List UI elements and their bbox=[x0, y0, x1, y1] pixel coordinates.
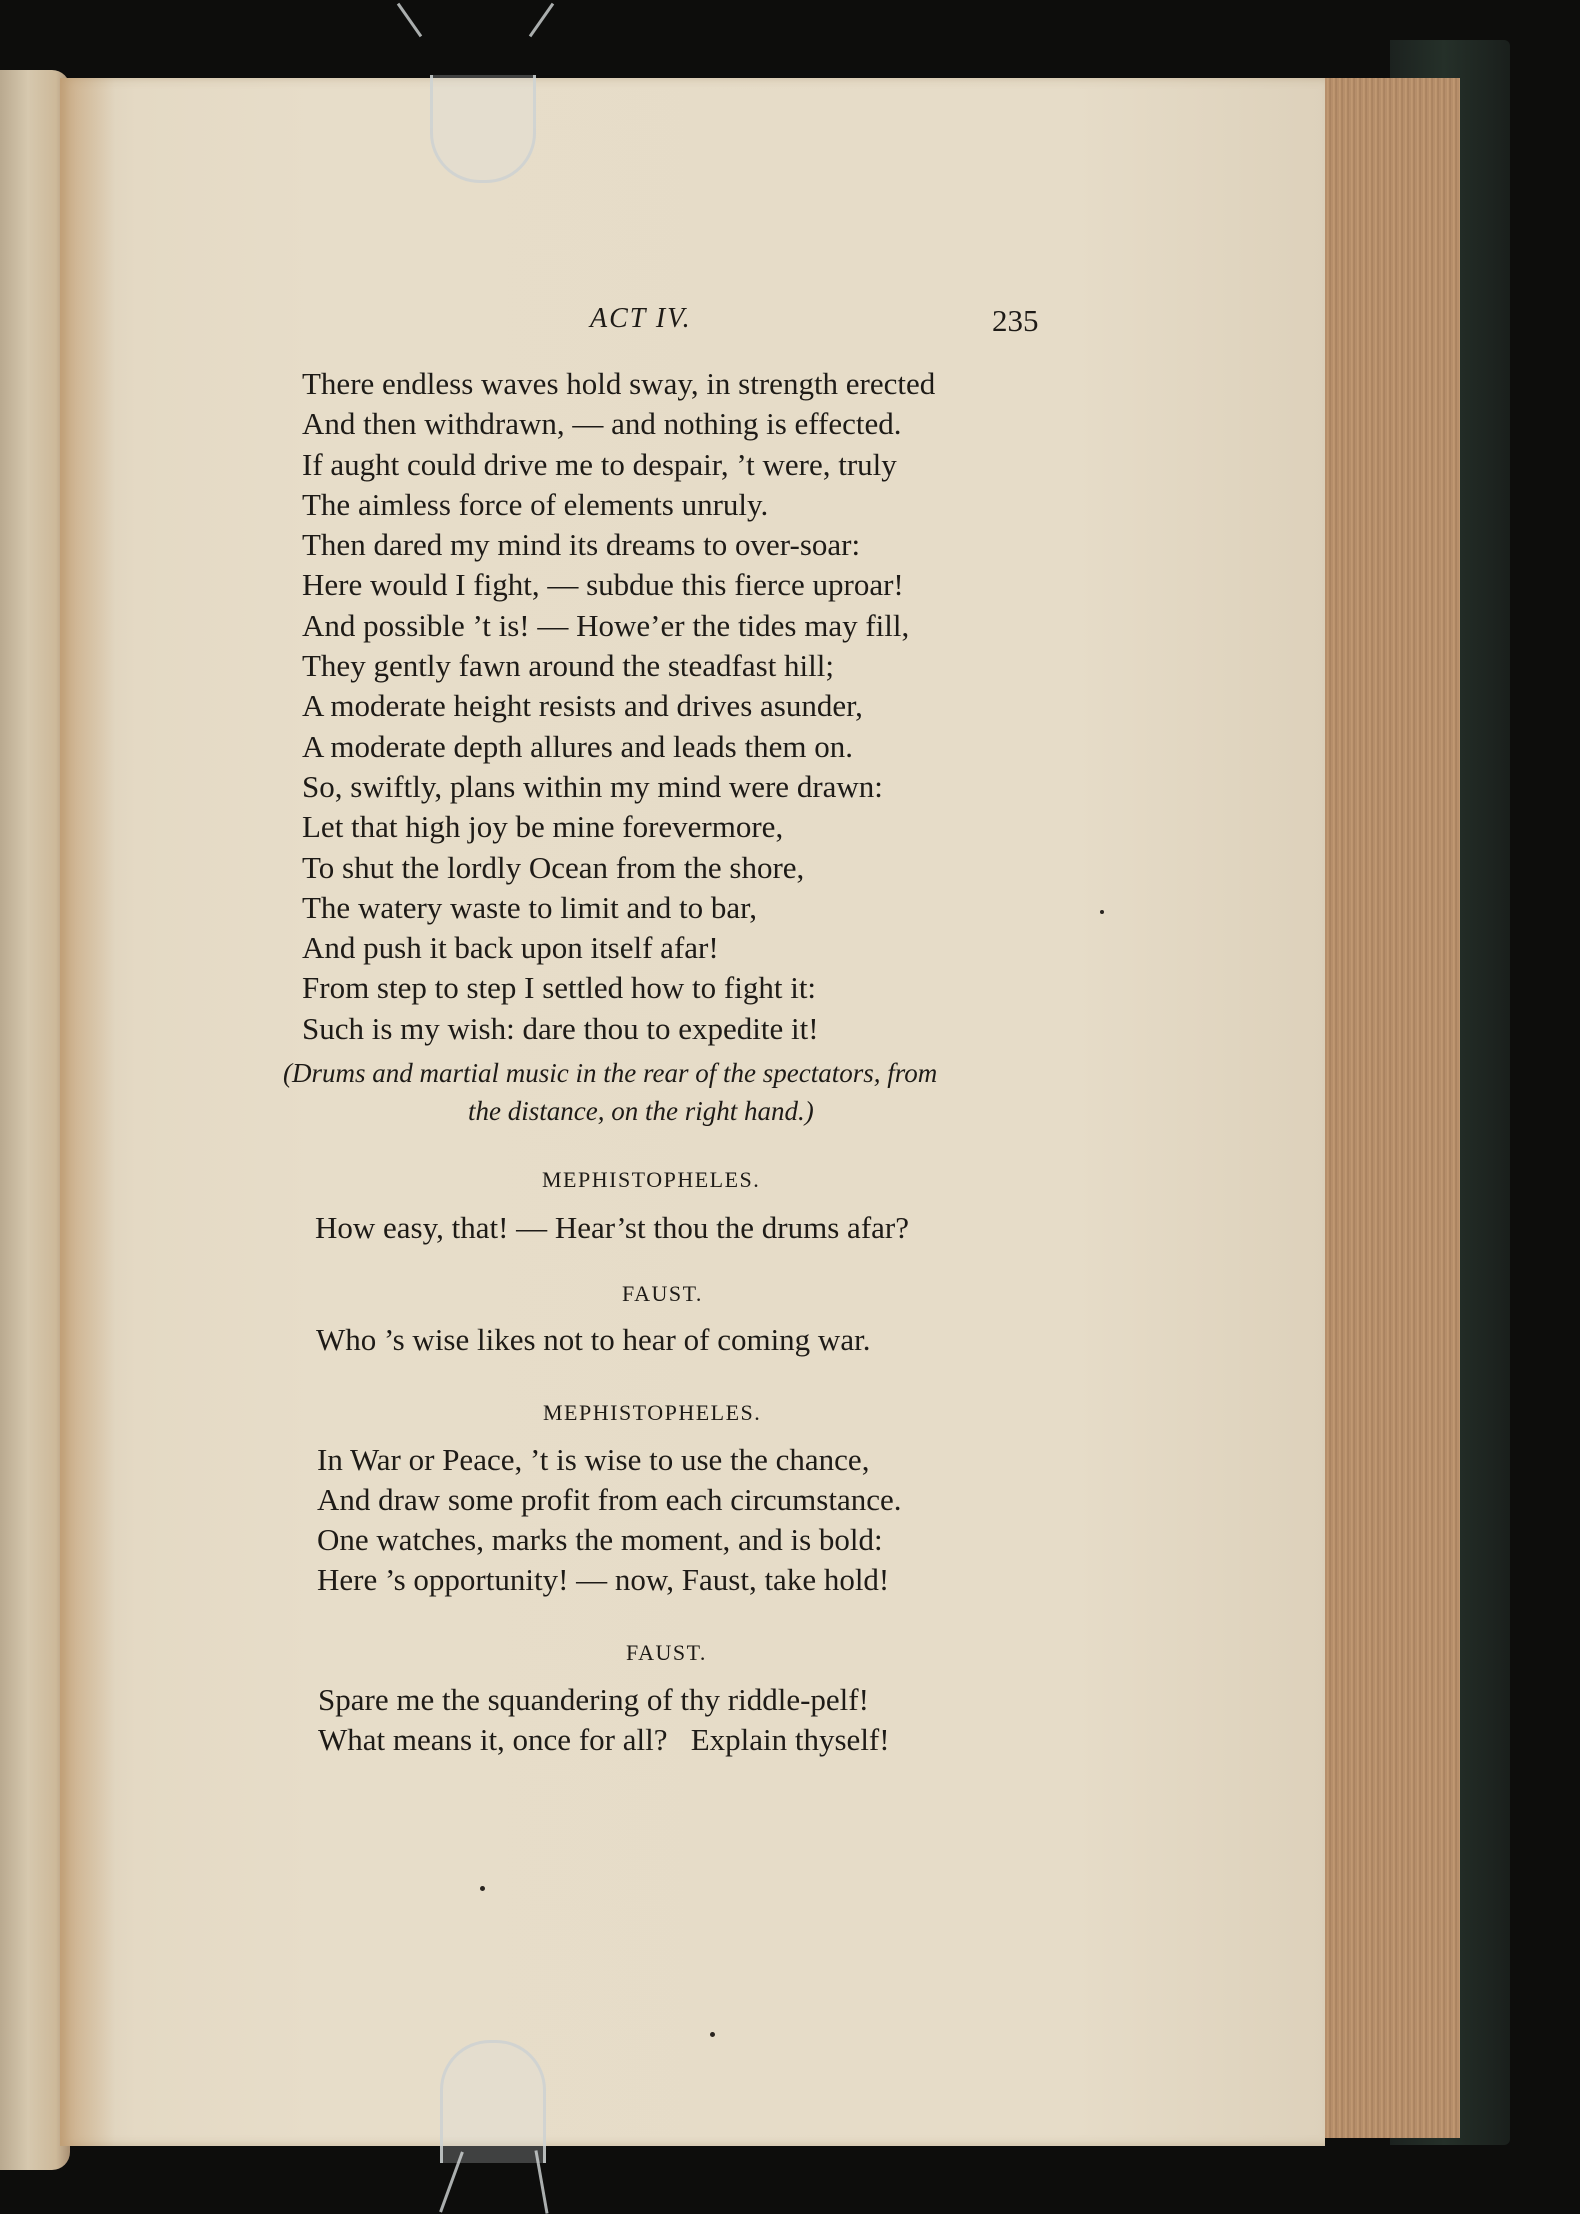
verse-line: There endless waves hold sway, in strength erected bbox=[302, 366, 936, 401]
speech bbox=[317, 1440, 901, 1600]
verse-line: They gently fawn around the steadfast hill; bbox=[302, 648, 835, 684]
paper-speck bbox=[480, 1886, 485, 1891]
clip-wire bbox=[397, 3, 422, 37]
paper-speck bbox=[710, 2032, 715, 2037]
page-clip bbox=[440, 2040, 546, 2163]
verse-line: Such is my wish: dare thou to expedite it! bbox=[302, 1010, 819, 1046]
speech-line: And draw some profit from each circumstance. bbox=[317, 1482, 902, 1517]
speaker-name: FAUST. bbox=[626, 1640, 707, 1665]
speech-line: Who ’s wise likes not to hear of coming war. bbox=[316, 1322, 871, 1357]
verse-line: The watery waste to limit and to bar, bbox=[302, 889, 758, 925]
speech-line: How easy, that! — Hear’st thou the drums afar? bbox=[315, 1210, 909, 1245]
speech-line: What means it, once for all? Explain thyself! bbox=[318, 1722, 890, 1757]
verse-line: From step to step I settled how to fight it: bbox=[302, 970, 817, 1006]
speech-line: One watches, marks the moment, and is bold: bbox=[317, 1522, 883, 1557]
speaker-name: MEPHISTOPHELES. bbox=[543, 1400, 762, 1425]
verse-line: Here would I fight, — subdue this fierce uproar! bbox=[302, 567, 904, 603]
speech bbox=[318, 1680, 890, 1760]
verse-line: And possible ’t is! — Howe’er the tides may fill, bbox=[302, 607, 910, 643]
verse-block bbox=[302, 364, 935, 1049]
verse-line: The aimless force of elements unruly. bbox=[302, 486, 769, 522]
verse-line: If aught could drive me to despair, ’t were, truly bbox=[302, 446, 897, 482]
paper-speck bbox=[1100, 910, 1104, 914]
verse-line: And push it back upon itself afar! bbox=[302, 930, 719, 966]
speech-line: In War or Peace, ’t is wise to use the chance, bbox=[317, 1442, 870, 1477]
verse-line: To shut the lordly Ocean from the shore, bbox=[302, 849, 805, 885]
verse-line: A moderate depth allures and leads them on. bbox=[302, 728, 853, 764]
verse-line: Let that high joy be mine forevermore, bbox=[302, 809, 784, 845]
speech bbox=[315, 1208, 909, 1248]
verse-line: So, swiftly, plans within my mind were drawn: bbox=[302, 768, 883, 804]
speaker-name: FAUST. bbox=[622, 1281, 703, 1306]
gutter-shadow bbox=[60, 78, 115, 2146]
verse-line: And then withdrawn, — and nothing is effected. bbox=[302, 406, 902, 442]
running-head: ACT IV. bbox=[590, 303, 692, 334]
page-number: 235 bbox=[992, 303, 1039, 338]
clip-wire bbox=[529, 3, 554, 37]
verse-line: Then dared my mind its dreams to over-soar: bbox=[302, 527, 861, 563]
speech-line: Spare me the squandering of thy riddle-pelf! bbox=[318, 1682, 869, 1717]
speech bbox=[316, 1320, 870, 1360]
stage-direction-line: (Drums and martial music in the rear of the spectators, from bbox=[283, 1058, 938, 1088]
speaker-name: MEPHISTOPHELES. bbox=[542, 1167, 761, 1192]
page-clip bbox=[430, 75, 536, 183]
verse-line: A moderate height resists and drives asunder, bbox=[302, 688, 863, 724]
page-edges bbox=[1318, 78, 1460, 2138]
stage-direction-line: the distance, on the right hand.) bbox=[468, 1096, 814, 1126]
speech-line: Here ’s opportunity! — now, Faust, take hold! bbox=[317, 1562, 890, 1597]
stage-direction bbox=[283, 1054, 1073, 1130]
